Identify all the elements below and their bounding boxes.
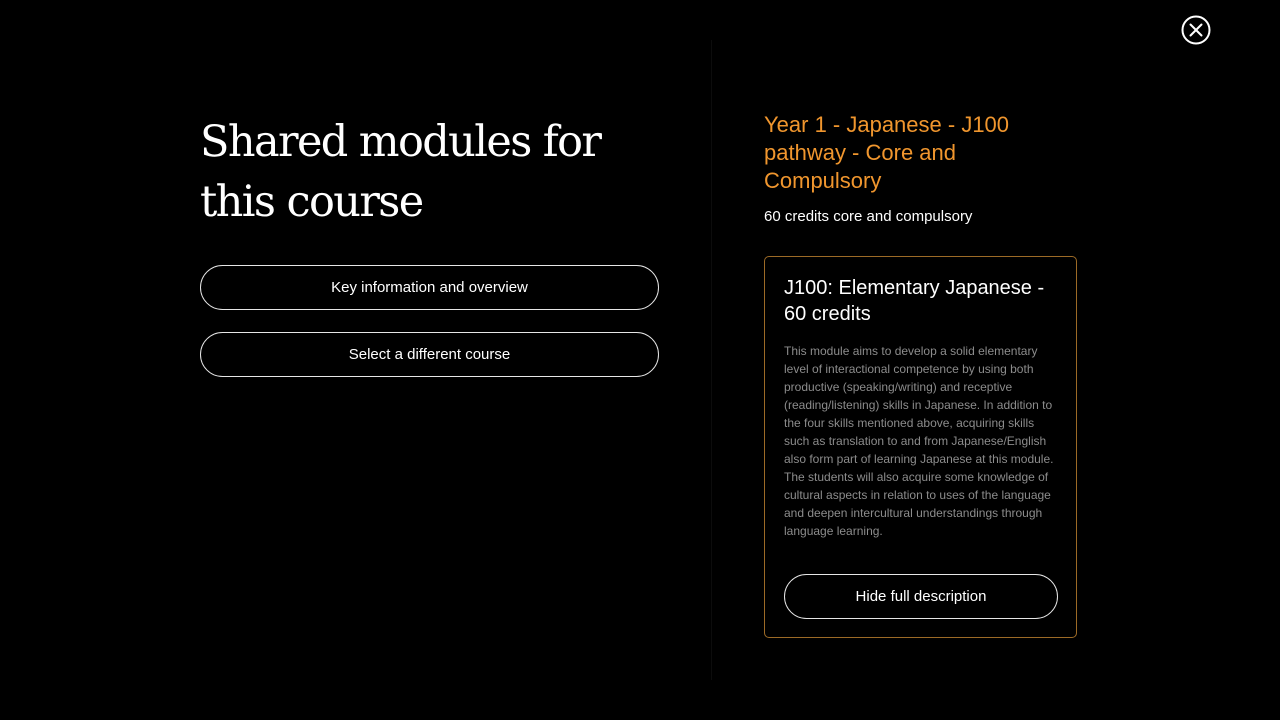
hide-description-button[interactable]: Hide full description [784,574,1058,619]
right-column [764,111,1084,605]
close-button[interactable] [1181,15,1211,45]
pathway-heading: Year 1 - Japanese - J100 pathway - Core and Compulsory [764,112,1010,193]
select-different-course-button[interactable]: Select a different course [200,332,659,377]
column-divider [711,40,712,680]
left-column [200,112,660,399]
module-title: J100: Elementary Japanese - 60 credits [784,277,1045,325]
module-card [764,256,1077,638]
key-information-button[interactable]: Key information and overview [200,265,659,310]
module-description: This module aims to develop a solid elementary level of interactional competence by using both productive (speaking/writing) and receptive (reading/listening) skills in Japanese. In addition to the four skills mentioned above, acquiring skills such as translation to and from Japanese/English also form part of learning Japanese at this module. The students will also acquire some knowledge of cultural aspects in relation to uses of the language and deepen intercultural understandings through language learning. [784,344,1054,538]
page-title: Shared modules for this course [200,117,601,227]
close-icon [1181,15,1211,45]
credits-subtitle: 60 credits core and compulsory [764,208,973,225]
